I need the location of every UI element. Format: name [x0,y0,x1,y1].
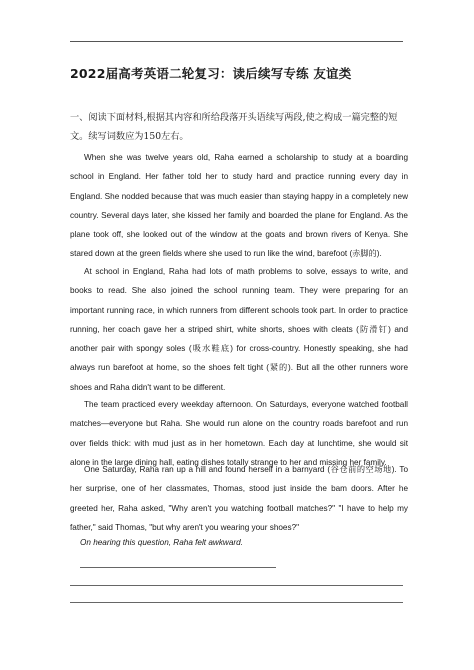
document-title: 2022届高考英语二轮复习：读后续写专练 友谊类 [70,66,352,81]
story-paragraph-4 [70,460,408,537]
instruction-text: 一、阅读下面材料,根据其内容和所给段落开头语续写两段,使之构成一篇完整的短文。续写词数应为150左右。 [70,112,398,142]
paragraph-text: When she was twelve years old, Raha earned a scholarship to study at a boarding school in England. Her father told her to study hard and practice running every day in England. She nodded because that was much easier than staying happy in a completely new country. Several days later, she kissed her family and boarded the plane for England. As the plane took off, she looked out of the window at the goats and brown rivers of Kenya. She stared down at the green fields where she used to run like the wind, barefoot (赤脚的). [70,153,408,259]
writing-line-2[interactable] [70,602,403,603]
paragraph-text: At school in England, Raha had lots of math problems to solve, essays to write, and books to read. She also joined the school running team. They were preparing for an important running race, in which runners from different schools took part. In order to practice running, her coach gave her a striped shirt, white shorts, shoes with cleats (防滑钉) and another pair with spongy soles (吸水鞋底) for cross-country. Honestly speaking, she had always run barefoot at home, so the shoes felt tight (紧的). But all the other runners wore shoes and Raha didn't want to be different. [70,267,408,392]
story-paragraph-1 [70,148,408,264]
writing-line-1[interactable] [70,585,403,586]
story-paragraph-2 [70,262,408,397]
continuation-prompt: On hearing this question, Raha felt awkward. [80,538,243,547]
paragraph-text: One Saturday, Raha ran up a hill and found herself in a barnyard (谷仓前的空场地). To her surprise, one of her classmates, Thomas, stood just inside the bam doors. After he greeted her, Raha asked, "Why aren't you watching football matches?" "I have to help my father," said Thomas, "but why aren't you wearing your shoes?" [70,465,408,532]
paragraph-text: The team practiced every weekday afternoon. On Saturdays, everyone watched football matches—everyone but Raha. She would run alone on the country roads barefoot and run over fields thick: with mud just as in her hometown. Each day at lunchtime, she would sit alone in the large dining hall, eating dishes totally strange to her and missing her family. [70,400,408,467]
top-divider [70,41,403,42]
writing-line-short[interactable] [80,567,276,568]
